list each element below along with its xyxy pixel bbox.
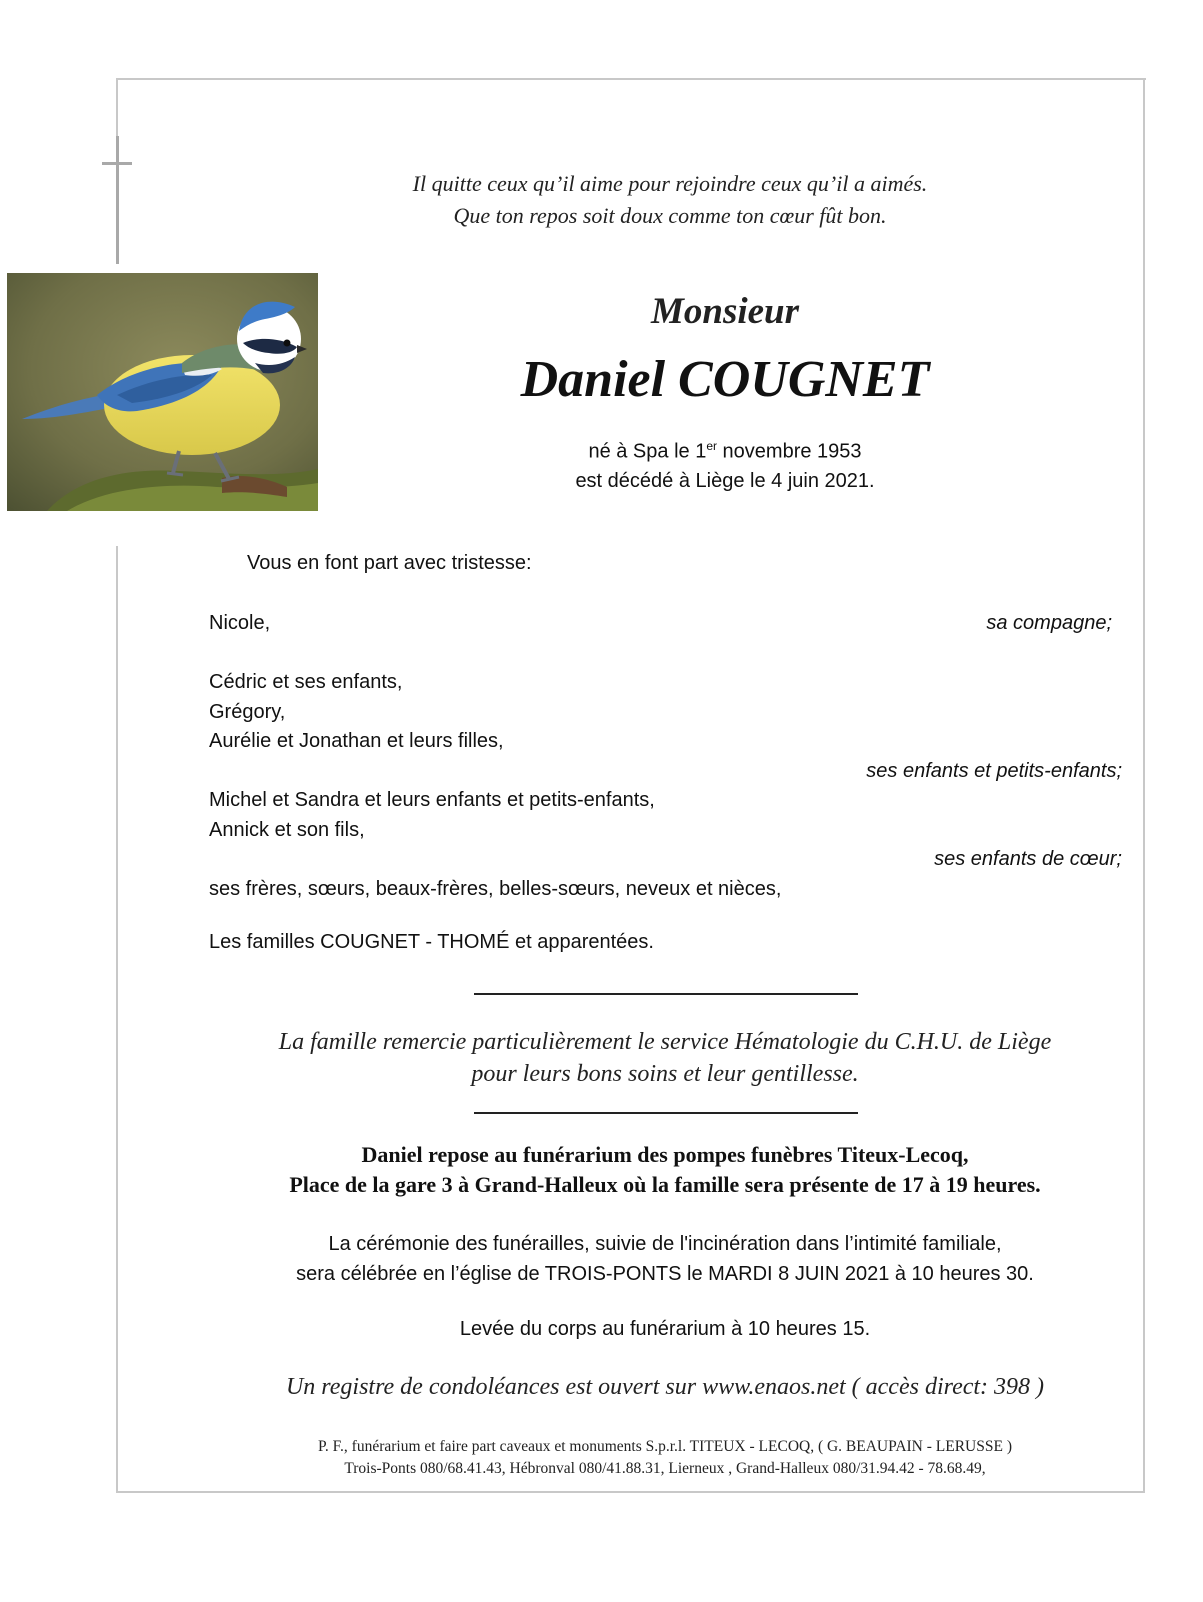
condolence-register: Un registre de condoléances est ouvert sur www.enaos.net ( accès direct: 398 ) — [285, 1374, 1045, 1400]
ceremony-line-2: sera célébrée en l’église de TROIS-PONTS le MARDI 8 JUIN 2021 à 10 heures 30. — [296, 1263, 1034, 1285]
family-siblings: ses frères, sœurs, beaux-frères, belles-sœurs, neveux et nièces, — [209, 878, 782, 900]
opening-quote — [360, 168, 980, 232]
quote-line-2: Que ton repos soit doux comme ton cœur fût bon. — [453, 203, 887, 228]
deceased-name: Daniel COUGNET — [520, 351, 930, 408]
footer-line-1: P. F., funérarium et faire part caveaux et monuments S.p.r.l. TITEUX - LECOQ, ( G. BEAUPAIN - LERUSSE ) — [318, 1438, 1012, 1455]
announcement-intro: Vous en font part avec tristesse: — [247, 552, 532, 574]
ceremony-line-1: La cérémonie des funérailles, suivie de l'incinération dans l’intimité familiale, — [328, 1233, 1002, 1255]
family-member-gregory: Grégory, — [209, 701, 286, 723]
family-member-nicole: Nicole, — [209, 612, 271, 634]
role-children: ses enfants et petits-enfants; — [866, 760, 1122, 782]
repose-line-2: Place de la gare 3 à Grand-Halleux où la famille sera présente de 17 à 19 heures. — [289, 1172, 1041, 1197]
role-children-of-heart: ses enfants de cœur; — [934, 848, 1122, 870]
frame-border-left-upper — [116, 78, 118, 140]
divider-line — [474, 1112, 858, 1114]
honorific-title: Monsieur — [650, 291, 800, 332]
death-line: est décédé à Liège le 4 juin 2021. — [575, 469, 875, 492]
thanks-line-1: La famille remercie particulièrement le service Hématologie du C.H.U. de Liège — [278, 1029, 1052, 1055]
frame-border-right — [1143, 78, 1145, 1493]
frame-border-bottom — [118, 1491, 1145, 1493]
levee-info: Levée du corps au funérarium à 10 heures 15. — [459, 1318, 871, 1340]
repose-line-1: Daniel repose au funérarium des pompes funèbres Titeux-Lecoq, — [361, 1142, 969, 1167]
birth-line: né à Spa le 1er novembre 1953 — [588, 439, 862, 463]
blue-tit-bird-photo — [7, 273, 318, 511]
funeral-home-footer — [200, 1436, 1130, 1480]
repose-info — [200, 1140, 1130, 1200]
footer-line-2: Trois-Ponts 080/68.41.43, Hébronval 080/41.88.31, Lierneux , Grand-Halleux 080/31.94.42 - 78.68.49, — [344, 1460, 986, 1477]
birth-death-dates — [520, 432, 930, 496]
family-families: Les familles COUGNET - THOMÉ et apparentées. — [209, 931, 654, 953]
ceremony-info — [200, 1229, 1130, 1289]
family-member-michel: Michel et Sandra et leurs enfants et petits-enfants, — [209, 789, 655, 811]
thanks-message — [200, 1026, 1130, 1090]
frame-border-top — [118, 78, 1146, 80]
frame-border-left-lower — [116, 546, 118, 1493]
thanks-line-2: pour leurs bons soins et leur gentillesse. — [471, 1061, 859, 1087]
quote-line-1: Il quitte ceux qu’il aime pour rejoindre ceux qu’il a aimés. — [412, 171, 928, 196]
family-member-cedric: Cédric et ses enfants, — [209, 671, 403, 693]
family-member-annick: Annick et son fils, — [209, 819, 365, 841]
family-member-aurelie: Aurélie et Jonathan et leurs filles, — [209, 730, 504, 752]
divider-line — [474, 993, 858, 995]
role-companion: sa compagne; — [986, 612, 1112, 634]
